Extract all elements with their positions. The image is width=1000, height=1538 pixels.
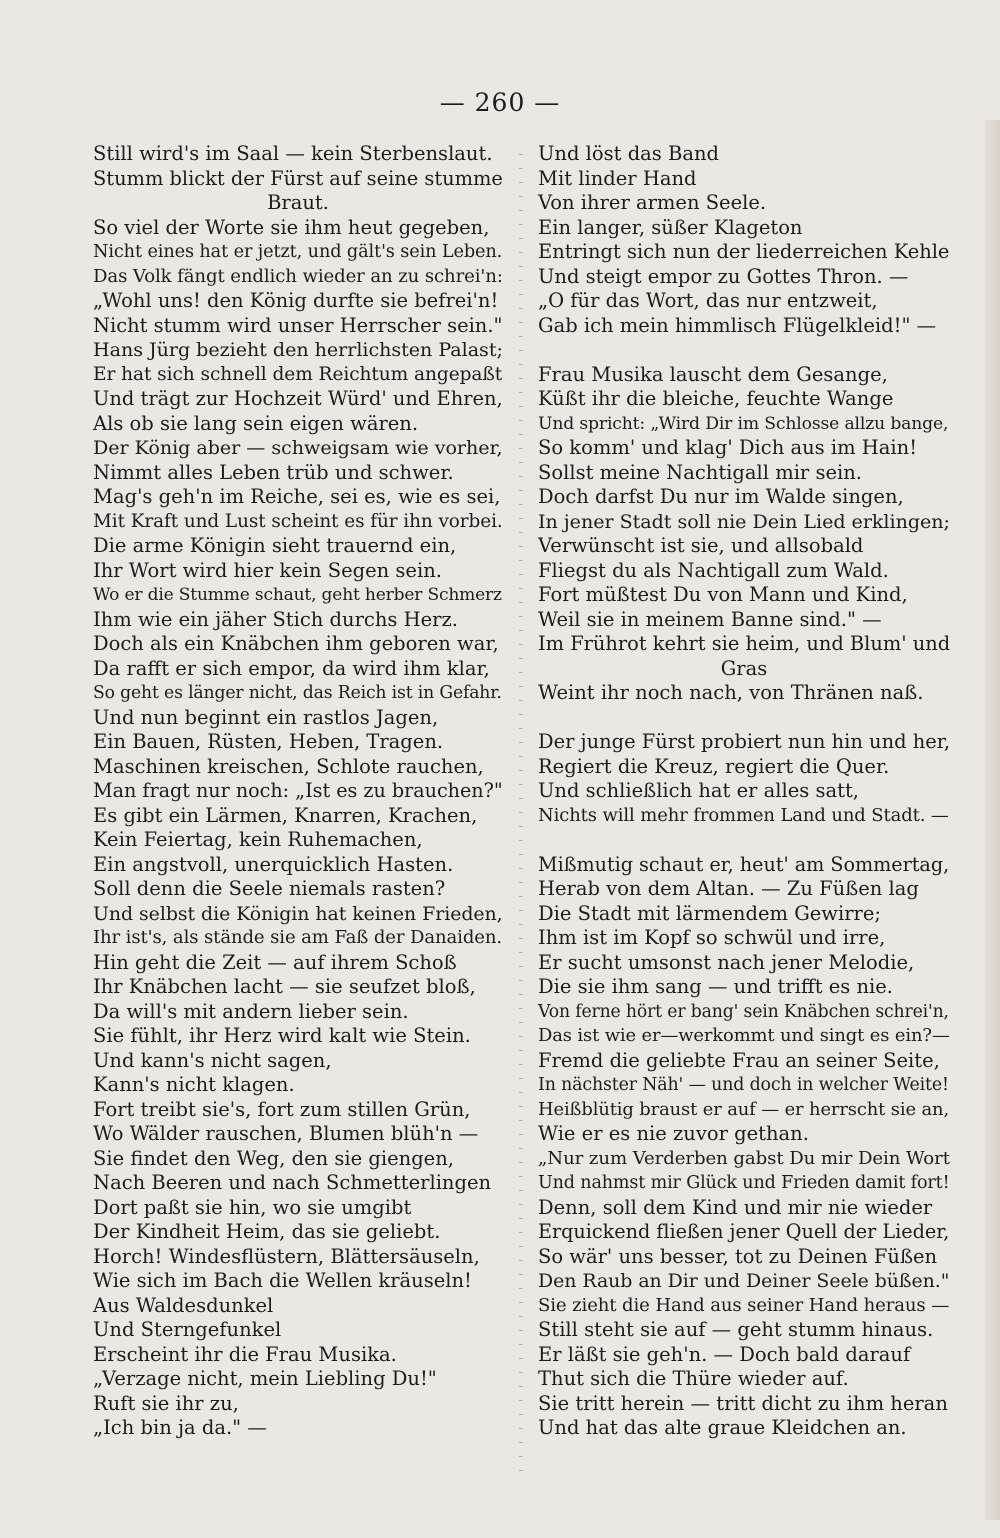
verse-line: In jener Stadt soll nie Dein Lied erklingen; bbox=[538, 510, 950, 533]
verse-line: Kann's nicht klagen. bbox=[93, 1073, 295, 1096]
verse-line: Mißmutig schaut er, heut' am Sommertag, bbox=[538, 852, 950, 876]
verse-line: Fort müßtest Du von Mann und Kind, bbox=[538, 583, 908, 606]
verse-line: Da rafft er sich empor, da wird ihm klar, bbox=[93, 656, 490, 680]
verse-line: Weil sie in meinem Banne sind." — bbox=[538, 607, 882, 631]
verse-line: Wo er die Stumme schaut, geht herber Schmerz bbox=[93, 585, 502, 605]
page-edge-bleed bbox=[985, 120, 1000, 1520]
verse-line: Von ferne hört er bang' sein Knäbchen schrei'n, bbox=[538, 1001, 949, 1022]
verse-line: Still steht sie auf — geht stumm hinaus. bbox=[538, 1318, 934, 1341]
verse-line: Braut. bbox=[267, 191, 329, 214]
verse-line: Ein angstvoll, unerquicklich Hasten. bbox=[93, 852, 454, 876]
stanza-gap bbox=[538, 338, 950, 363]
verse-line: Und spricht: „Wird Dir im Schlosse allzu bange, bbox=[538, 413, 949, 434]
verse-line: Maschinen kreischen, Schlote rauchen, bbox=[93, 754, 484, 778]
verse-line: Ruft sie ihr zu, bbox=[93, 1391, 239, 1415]
verse-line: Wie er es nie zuvor gethan. bbox=[538, 1122, 809, 1145]
right-column bbox=[538, 142, 950, 1441]
verse-line: Entringt sich nun der liederreichen Kehle bbox=[538, 240, 950, 263]
verse-line: So wär' uns besser, tot zu Deinen Füßen bbox=[538, 1244, 938, 1268]
verse-line: Ihr ist's, als stände sie am Faß der Danaiden. bbox=[93, 927, 503, 948]
verse-line: Gab ich mein himmlisch Flügelkleid!" — bbox=[538, 313, 937, 337]
verse-line: In nächster Näh' — und doch in welcher Weite! bbox=[538, 1075, 949, 1095]
verse-line: Ihm ist im Kopf so schwül und irre, bbox=[538, 926, 886, 949]
verse-line: Im Frührot kehrt sie heim, und Blum' und bbox=[538, 632, 951, 655]
verse-line: „Verzage nicht, mein Liebling Du!" bbox=[93, 1367, 437, 1390]
verse-line: Und hat das alte graue Kleidchen an. bbox=[538, 1416, 907, 1439]
verse-line: Fremd die geliebte Frau an seiner Seite, bbox=[538, 1048, 940, 1072]
column-divider bbox=[519, 148, 523, 1473]
verse-line: Nichts will mehr frommen Land und Stadt. — bbox=[538, 804, 949, 826]
verse-line: Weint ihr noch nach, von Thränen naß. bbox=[538, 681, 924, 704]
verse-line: „O für das Wort, das nur entzweit, bbox=[538, 289, 878, 312]
verse-line: Ihm wie ein jäher Stich durchs Herz. bbox=[93, 607, 458, 631]
verse-line: Mag's geh'n im Reiche, sei es, wie es sei, bbox=[93, 485, 501, 508]
verse-line: Und trägt zur Hochzeit Würd' und Ehren, bbox=[93, 387, 503, 410]
left-column bbox=[93, 142, 503, 1441]
verse-line: Und steigt empor zu Gottes Thron. — bbox=[538, 264, 909, 288]
verse-line: So viel der Worte sie ihm heut gegeben, bbox=[93, 215, 490, 239]
verse-line: Nach Beeren und nach Schmetterlingen bbox=[93, 1171, 492, 1194]
verse-line: Der junge Fürst probiert nun hin und her, bbox=[538, 730, 951, 753]
verse-line: Man fragt nur noch: „Ist es zu brauchen?" bbox=[93, 779, 503, 802]
verse-line: Und kann's nicht sagen, bbox=[93, 1048, 332, 1072]
verse-line: Verwünscht ist sie, und allsobald bbox=[538, 534, 864, 557]
verse-line: Stumm blickt der Fürst auf seine stumme bbox=[93, 166, 503, 190]
stanza-gap bbox=[538, 828, 950, 853]
verse-line: Heißblütig braust er auf — er herrscht sie an, bbox=[538, 1098, 950, 1120]
verse-line: So geht es länger nicht, das Reich ist in Gefahr. bbox=[93, 683, 502, 703]
stanza-gap bbox=[538, 706, 950, 731]
verse-line: Der Kindheit Heim, das sie geliebt. bbox=[93, 1220, 441, 1243]
verse-line: Der König aber — schweigsam wie vorher, bbox=[93, 437, 503, 459]
verse-line: Er hat sich schnell dem Reichtum angepaßt bbox=[93, 363, 503, 385]
verse-line: Und schließlich hat er alles satt, bbox=[538, 779, 859, 802]
verse-line: Sie zieht die Hand aus seiner Hand heraus — bbox=[538, 1294, 950, 1316]
verse-line: Ein langer, süßer Klageton bbox=[538, 215, 803, 239]
verse-line: „Ich bin ja da." — bbox=[93, 1416, 267, 1439]
verse-line: Sollst meine Nachtigall mir sein. bbox=[538, 460, 862, 484]
verse-line: Herab von dem Altan. — Zu Füßen lag bbox=[538, 877, 919, 900]
verse-line: Das Volk fängt endlich wieder an zu schrei'n: bbox=[93, 265, 503, 287]
verse-line: Wo Wälder rauschen, Blumen blüh'n — bbox=[93, 1122, 479, 1145]
verse-line: Und löst das Band bbox=[538, 142, 720, 165]
verse-line: Ihr Wort wird hier kein Segen sein. bbox=[93, 558, 442, 582]
verse-line: Die sie ihm sang — und trifft es nie. bbox=[538, 975, 894, 998]
verse-line: Er läßt sie geh'n. — Doch bald darauf bbox=[538, 1342, 911, 1366]
verse-line: Und nahmst mir Glück und Frieden damit fort! bbox=[538, 1173, 950, 1193]
verse-line: Als ob sie lang sein eigen wären. bbox=[93, 411, 419, 435]
verse-line: „Wohl uns! den König durfte sie befrei'n! bbox=[93, 289, 499, 312]
verse-line: Sie findet den Weg, den sie giengen, bbox=[93, 1146, 454, 1170]
verse-line: Sie tritt herein — tritt dicht zu ihm heran bbox=[538, 1391, 948, 1415]
verse-line: Nicht eines hat er jetzt, und gält's sein Leben. bbox=[93, 242, 503, 262]
verse-line: Es gibt ein Lärmen, Knarren, Krachen, bbox=[93, 803, 478, 827]
verse-line: Nimmt alles Leben trüb und schwer. bbox=[93, 460, 454, 484]
verse-line: Still wird's im Saal — kein Sterbenslaut. bbox=[93, 142, 493, 165]
verse-line: Soll denn die Seele niemals rasten? bbox=[93, 877, 446, 900]
verse-line: Denn, soll dem Kind und mir nie wieder bbox=[538, 1195, 933, 1219]
verse-line: Küßt ihr die bleiche, feuchte Wange bbox=[538, 387, 894, 410]
verse-line: Doch als ein Knäbchen ihm geboren war, bbox=[93, 632, 499, 655]
verse-line: Regiert die Kreuz, regiert die Quer. bbox=[538, 754, 890, 778]
verse-line: Und selbst die Königin hat keinen Frieden, bbox=[93, 902, 503, 925]
verse-line: Und nun beginnt ein rastlos Jagen, bbox=[93, 705, 439, 729]
verse-line: Und Sterngefunkel bbox=[93, 1318, 282, 1341]
verse-line: „Nur zum Verderben gabst Du mir Dein Wort bbox=[538, 1147, 950, 1169]
verse-line: Ihr Knäbchen lacht — sie seufzet bloß, bbox=[93, 975, 476, 998]
verse-line: Hin geht die Zeit — auf ihrem Schoß bbox=[93, 950, 457, 974]
verse-line: Nicht stumm wird unser Herrscher sein." bbox=[93, 313, 503, 337]
verse-line: Den Raub an Dir und Deiner Seele büßen." bbox=[538, 1270, 950, 1292]
verse-line: Von ihrer armen Seele. bbox=[538, 191, 767, 214]
page-number: — 260 — bbox=[439, 88, 561, 117]
verse-line: Die arme Königin sieht trauernd ein, bbox=[93, 534, 457, 557]
verse-line: Erscheint ihr die Frau Musika. bbox=[93, 1342, 397, 1366]
verse-line: So komm' und klag' Dich aus im Hain! bbox=[538, 436, 918, 459]
verse-line: Aus Waldesdunkel bbox=[93, 1293, 274, 1317]
verse-line: Das ist wie er—werkommt und singt es ein?— bbox=[538, 1025, 950, 1046]
verse-line: Fort treibt sie's, fort zum stillen Grün, bbox=[93, 1097, 471, 1121]
verse-line: Gras bbox=[720, 656, 768, 680]
verse-line: Fliegst du als Nachtigall zum Wald. bbox=[538, 558, 889, 582]
verse-line: Horch! Windesflüstern, Blättersäuseln, bbox=[93, 1244, 480, 1268]
verse-line: Doch darfst Du nur im Walde singen, bbox=[538, 485, 904, 508]
verse-line: Mit linder Hand bbox=[538, 166, 697, 190]
verse-line: Sie fühlt, ihr Herz wird kalt wie Stein. bbox=[93, 1024, 471, 1047]
verse-line: Dort paßt sie hin, wo sie umgibt bbox=[93, 1195, 412, 1219]
verse-line: Frau Musika lauscht dem Gesange, bbox=[538, 362, 888, 386]
verse-line: Hans Jürg bezieht den herrlichsten Palast; bbox=[93, 339, 503, 361]
verse-line: Erquickend fließen jener Quell der Lieder, bbox=[538, 1220, 950, 1243]
verse-line: Er sucht umsonst nach jener Melodie, bbox=[538, 950, 915, 974]
verse-line: Da will's mit andern lieber sein. bbox=[93, 999, 409, 1023]
verse-line: Die Stadt mit lärmendem Gewirre; bbox=[538, 901, 881, 925]
verse-line: Mit Kraft und Lust scheint es für ihn vorbei. bbox=[93, 510, 503, 532]
verse-line: Wie sich im Bach die Wellen kräuseln! bbox=[93, 1269, 472, 1292]
verse-line: Thut sich die Thüre wieder auf. bbox=[538, 1367, 849, 1390]
verse-line: Ein Bauen, Rüsten, Heben, Tragen. bbox=[93, 730, 444, 753]
verse-line: Kein Feiertag, kein Ruhemachen, bbox=[93, 828, 423, 851]
